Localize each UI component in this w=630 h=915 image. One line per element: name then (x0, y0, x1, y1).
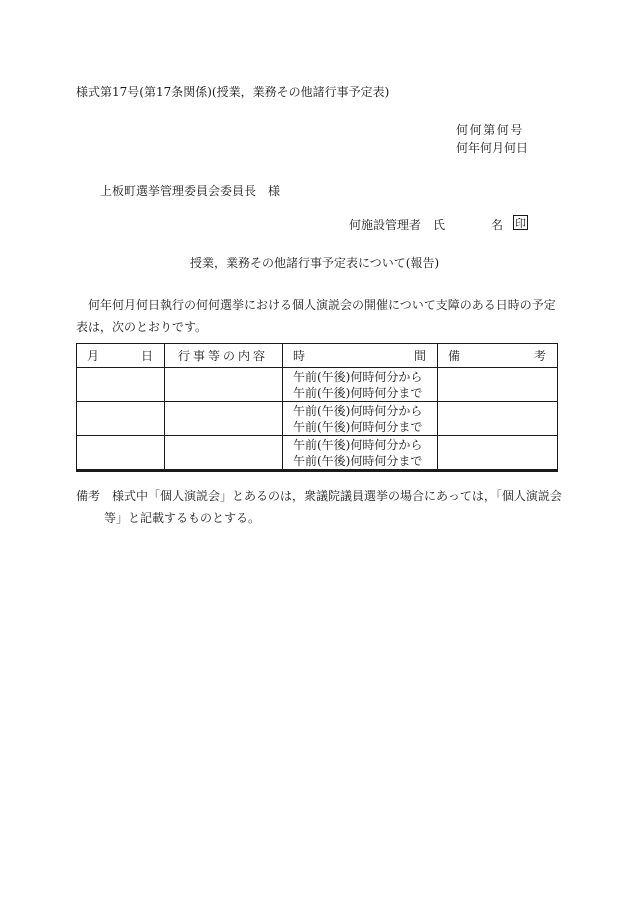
remarks-note-line: 等」と記載するものとする。 (104, 511, 261, 525)
form-number: 様式第17号(第17条関係)(授業，業務その他諸行事予定表) (76, 85, 390, 99)
document-date: 何年何月何日 (456, 141, 529, 155)
cell-time: 午前(午後)何時何分から 午前(午後)何時何分まで (283, 402, 438, 436)
cell-content (165, 402, 283, 436)
cell-remarks (438, 402, 558, 436)
cell-time: 午前(午後)何時何分から 午前(午後)何時何分まで (283, 368, 438, 402)
cell-remarks (438, 436, 558, 471)
table-row (77, 436, 558, 471)
table-row (77, 368, 558, 402)
seal-stamp: 印 (515, 217, 526, 230)
remarks-note (76, 485, 566, 529)
header-content: 行事等の内容 (165, 344, 283, 368)
table-header-row (77, 344, 558, 368)
sender-title: 何施設管理者 氏 (349, 218, 446, 232)
addressee: 上板町選挙管理委員会委員長 様 (100, 184, 281, 198)
body-text: 何年何月何日執行の何何選挙における個人演説会の開催について支障のある日時の予定表は，次のとおりです。 (76, 298, 556, 334)
sender-name-suffix: 名 (491, 218, 504, 232)
subject-line: 授業，業務その他諸行事予定表について(報告) (190, 256, 440, 270)
cell-remarks (438, 368, 558, 402)
cell-content (165, 368, 283, 402)
header-remarks: 備 考 (438, 344, 558, 368)
header-date: 月 日 (77, 344, 165, 368)
cell-date (77, 402, 165, 436)
cell-content (165, 436, 283, 471)
cell-date (77, 436, 165, 471)
schedule-table (76, 343, 558, 472)
cell-time: 午前(午後)何時何分から 午前(午後)何時何分まで (283, 436, 438, 471)
cell-date (77, 368, 165, 402)
document-number: 何何第何号 (456, 123, 525, 137)
table-row (77, 402, 558, 436)
remarks-note-line: 備考 様式中「個人演説会」とあるのは，衆議院議員選挙の場合にあっては，「個人演説会 (76, 489, 562, 503)
header-time: 時 間 (283, 344, 438, 368)
